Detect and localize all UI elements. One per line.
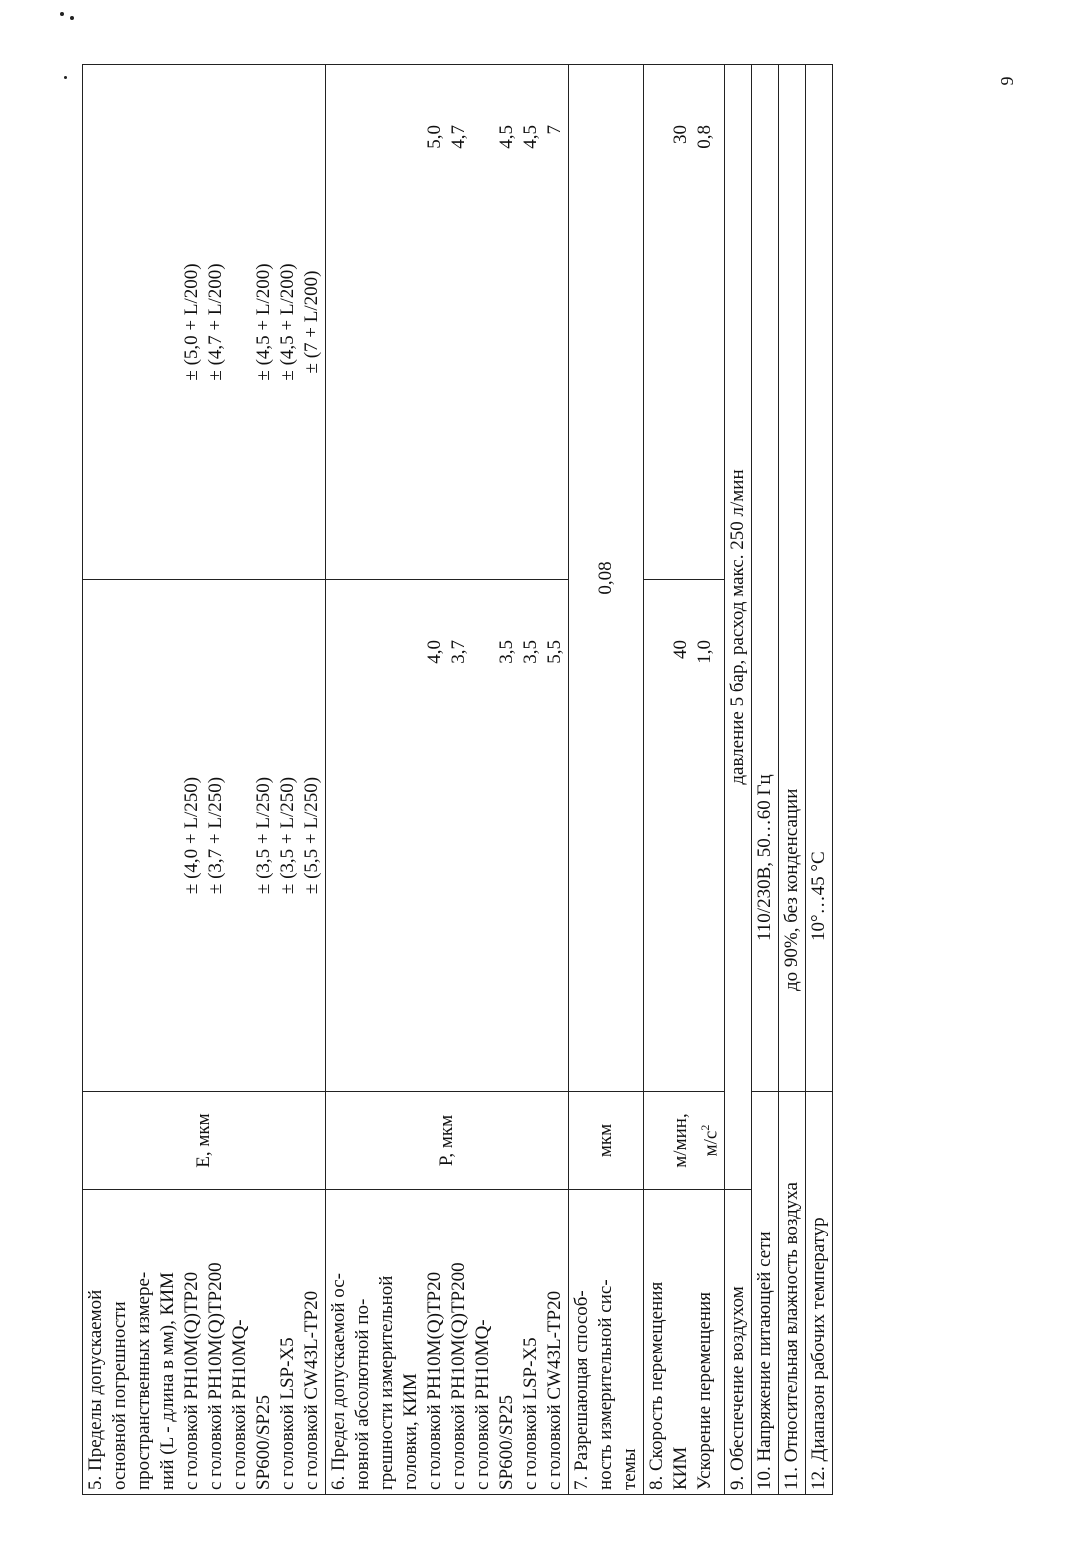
param-cell: 6. Предел допускаемой ос- новной абсолютной по- грешности измерительной головки, КИМ с головкой PH10M(Q)TP20 с головкой PH10M(Q)TP200 с головкой PH10MQ- SP600/SP25 с головкой LSP-X5 с головкой CW43L-TP20 — [326, 1190, 569, 1495]
param-cell: 7. Разрешающая способ- ность измерительной сис- темы — [569, 1190, 644, 1495]
table-row — [806, 65, 833, 1495]
value-cell: до 90%, без конденсации — [779, 65, 806, 1092]
param-cell: 5. Пределы допускаемой основной погрешности пространственных измере- ний (L - длина в мм), КИМ с головкой PH10M(Q)TP20 с головкой PH10M(Q)TP200 с головкой PH10MQ- SP600/SP25 с головкой LSP-X5 с головкой CW43L-TP20 — [83, 1190, 326, 1495]
value-cell: 40 1,0 — [644, 580, 725, 1092]
label-cell: 10. Напряжение питающей сети — [752, 1092, 779, 1495]
table-row — [644, 65, 725, 1495]
value-cell: 0,08 — [569, 65, 644, 1092]
table-row — [725, 65, 752, 1495]
scan-speck — [60, 12, 64, 16]
scan-speck — [64, 76, 67, 79]
specs-table — [82, 64, 833, 1495]
table-row — [83, 65, 326, 1495]
unit-cell: P, мкм — [326, 1092, 569, 1190]
page-number: 9 — [997, 76, 1017, 86]
scan-speck — [70, 16, 74, 20]
rotated-page — [82, 65, 962, 1495]
value-cell: 30 0,8 — [644, 65, 725, 580]
unit-cell: Е, мкм — [83, 1092, 326, 1190]
value-cell: 5,0 4,7 4,5 4,5 7 — [326, 65, 569, 580]
table-row — [752, 65, 779, 1495]
value-cell: ± (5,0 + L/200) ± (4,7 + L/200) ± (4,5 + L/200) ± (4,5 + L/200) ± (7 + L/200) — [83, 65, 326, 580]
table-row — [779, 65, 806, 1495]
table-row — [569, 65, 644, 1495]
unit-cell: мкм — [569, 1092, 644, 1190]
label-cell: 9. Обеспечение воздухом — [725, 1190, 752, 1495]
value-cell: ± (4,0 + L/250) ± (3,7 + L/250) ± (3,5 + L/250) ± (3,5 + L/250) ± (5,5 + L/250) — [83, 580, 326, 1092]
label-cell: 12. Диапазон рабочих температур — [806, 1092, 833, 1495]
label-cell: 11. Относительная влажность воздуха — [779, 1092, 806, 1495]
param-cell: 8. Скорость перемещения КИМ Ускорение перемещения — [644, 1190, 725, 1495]
unit-cell: м/мин, $м/с^2$ — [644, 1092, 725, 1190]
table-row — [326, 65, 569, 1495]
value-cell: 110/230В, 50…60 Гц — [752, 65, 779, 1092]
value-cell: давление 5 бар, расход макс. 250 л/мин — [725, 65, 752, 1190]
value-cell: 10°…45 °С — [806, 65, 833, 1092]
value-cell: 4,0 3,7 3,5 3,5 5,5 — [326, 580, 569, 1092]
